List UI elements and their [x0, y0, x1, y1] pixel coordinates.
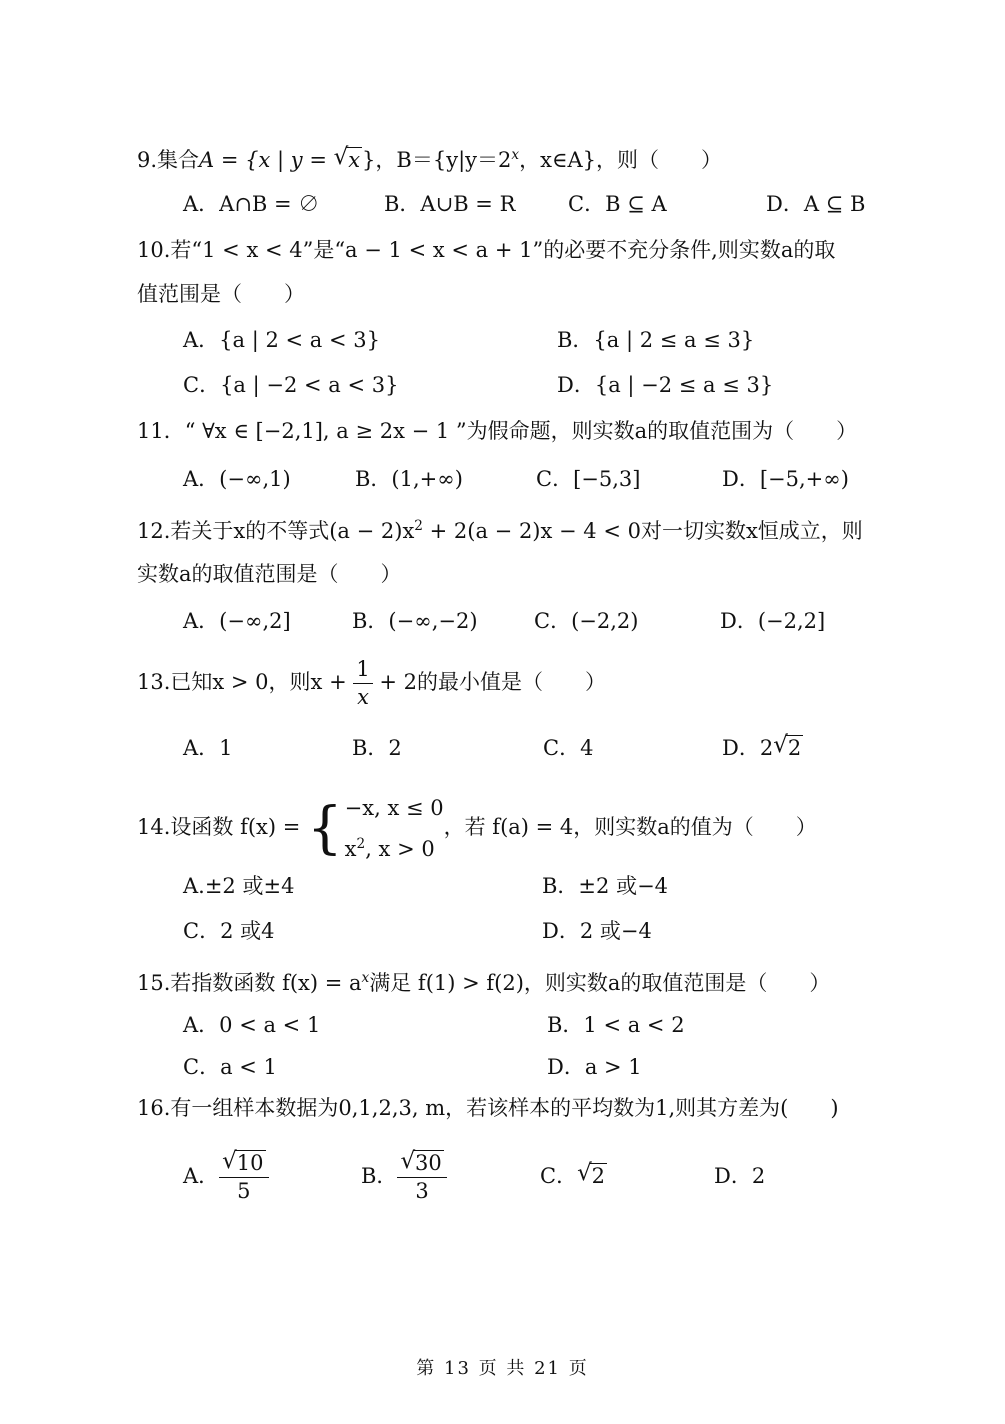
q12-option-b: B．(−∞,−2) — [352, 609, 478, 633]
q9-prefix: 9.集合 — [137, 148, 200, 172]
q15-pre: 15.若指数函数 f(x) = a — [137, 971, 362, 995]
question-12-line2: 实数a的取值范围是（ ） — [137, 562, 402, 586]
q15-post: 满足 f(1) > f(2)，则实数a的取值范围是（ ） — [369, 971, 831, 995]
q13-option-d-coef: 2 — [759, 736, 774, 760]
q13-frac-den: x — [353, 683, 372, 708]
q15-option-a: A．0 < a < 1 — [183, 1013, 321, 1037]
q16-option-a-fraction — [219, 1148, 268, 1203]
q13-option-d-sqrt: √ 2 — [773, 732, 802, 760]
q14-piece-1: −x, x ≤ 0 — [344, 796, 444, 820]
q16-option-a-label: A． — [183, 1164, 220, 1188]
q9-option-c: C．B ⊆ A — [568, 192, 667, 216]
question-10-line1: 10.若“1 < x < 4”是“a − 1 < x < a + 1”的必要不充分条件,则实数a的取 — [137, 238, 836, 262]
q13-option-d-label: D． — [722, 736, 760, 760]
question-9-stem — [137, 141, 722, 174]
q16-option-c-sqrt: √ 2 — [577, 1160, 606, 1188]
q11-option-b: B．(1,+∞) — [355, 467, 463, 491]
question-14-stem — [137, 790, 817, 867]
q12-exponent: 2 — [414, 518, 423, 534]
q13-option-c: C．4 — [543, 736, 594, 760]
q9-option-a: A．A∩B = ∅ — [183, 192, 320, 216]
q11-option-d: D．[−5,+∞) — [722, 467, 849, 491]
q16-option-c-radicand: 2 — [591, 1164, 606, 1188]
q9-sqrt-body: x — [348, 148, 361, 172]
q15-option-c: C．a < 1 — [183, 1055, 277, 1079]
q13-option-b: B．2 — [352, 736, 402, 760]
q14-option-b: B．±2 或−4 — [542, 874, 669, 898]
q12-line1-pre: 12.若关于x的不等式(a − 2)x — [137, 519, 415, 543]
question-13-stem — [137, 657, 606, 708]
q15-option-d: D．a > 1 — [547, 1055, 642, 1079]
q14-pre: 14.设函数 f(x) = — [137, 815, 308, 839]
q16-option-b-den: 3 — [397, 1177, 446, 1202]
question-10-line2: 值范围是（ ） — [137, 282, 305, 306]
q10-option-b: B．{a | 2 ≤ a ≤ 3} — [557, 328, 755, 352]
q16-option-b-num — [397, 1148, 446, 1177]
q12-option-d: D．(−2,2] — [720, 609, 826, 633]
q16-option-c — [540, 1162, 607, 1190]
q12-option-c: C．(−2,2) — [534, 609, 639, 633]
q9-set-a: A = {x | y = — [199, 148, 334, 172]
q9-option-d: D．A ⊆ B — [766, 192, 866, 216]
q13-post: + 2的最小值是（ ） — [372, 670, 607, 694]
q15-exponent: x — [361, 970, 370, 986]
q14-piecewise-brace: { — [307, 795, 343, 861]
question-12-line1 — [137, 512, 863, 545]
q16-option-c-label: C． — [540, 1164, 578, 1188]
q16-option-b — [361, 1148, 447, 1204]
q11-option-c: C．[−5,3] — [536, 467, 641, 491]
q15-option-b: B．1 < a < 2 — [547, 1013, 685, 1037]
q13-option-d-radicand: 2 — [787, 736, 802, 760]
q14-piece-2-base: x — [344, 837, 357, 861]
q13-fraction — [353, 659, 372, 708]
q12-line1-post: + 2(a − 2)x − 4 < 0对一切实数x恒成立，则 — [422, 519, 863, 543]
q13-frac-num: 1 — [356, 657, 370, 681]
page-footer: 第 13 页 共 21 页 — [416, 1358, 589, 1379]
q13-pre: 13.已知x > 0，则x + — [137, 670, 354, 694]
q12-option-a: A．(−∞,2] — [183, 609, 291, 633]
q14-piece-2-exp: 2 — [356, 836, 366, 852]
q14-post: ，若 f(a) = 4，则实数a的值为（ ） — [443, 815, 817, 839]
q9-option-b: B．A∪B = R — [384, 192, 516, 216]
q14-piece-2-cond: , x > 0 — [365, 837, 435, 861]
q16-option-a — [183, 1148, 269, 1204]
q16-option-b-radicand: 30 — [415, 1151, 442, 1175]
q9-exponent: x — [511, 147, 520, 163]
q13-option-d — [722, 734, 803, 762]
q9-suffix: ，x∈A}，则（ ） — [519, 148, 722, 172]
q16-option-b-fraction — [397, 1148, 446, 1203]
q14-option-d: D．2 或−4 — [542, 919, 652, 943]
q10-option-c: C．{a | −2 < a < 3} — [183, 373, 399, 397]
q14-piece-2 — [345, 826, 444, 867]
q11-option-a: A．(−∞,1) — [183, 467, 291, 491]
q16-option-b-sqrt: √ 30 — [400, 1148, 442, 1175]
q16-option-a-radicand: 10 — [236, 1151, 264, 1175]
question-11-line1: 11．“ ∀x ∈ [−2,1], a ≥ 2x − 1 ”为假命题，则实数a的取值范围为（ ） — [137, 419, 858, 443]
q9-set-b: }，B＝{y|y＝2 — [362, 148, 512, 172]
q14-piecewise — [345, 790, 444, 867]
q16-option-a-num — [219, 1148, 268, 1177]
q16-option-b-label: B． — [361, 1164, 398, 1188]
q16-option-d: D．2 — [714, 1164, 766, 1188]
q14-option-c: C．2 或4 — [183, 919, 275, 943]
q16-option-a-sqrt: √ 10 — [222, 1148, 264, 1175]
q13-option-a: A．1 — [183, 736, 233, 760]
q10-option-d: D．{a | −2 ≤ a ≤ 3} — [557, 373, 774, 397]
q16-option-a-den: 5 — [219, 1177, 268, 1202]
question-16-line1: 16.有一组样本数据为0,1,2,3, m，若该样本的平均数为1,则其方差为( ) — [137, 1096, 839, 1120]
q10-option-a: A．{a | 2 < a < 3} — [183, 328, 380, 352]
q14-option-a: A.±2 或±4 — [183, 874, 295, 898]
q9-sqrt: √ x — [333, 144, 361, 172]
question-15-stem — [137, 964, 830, 997]
